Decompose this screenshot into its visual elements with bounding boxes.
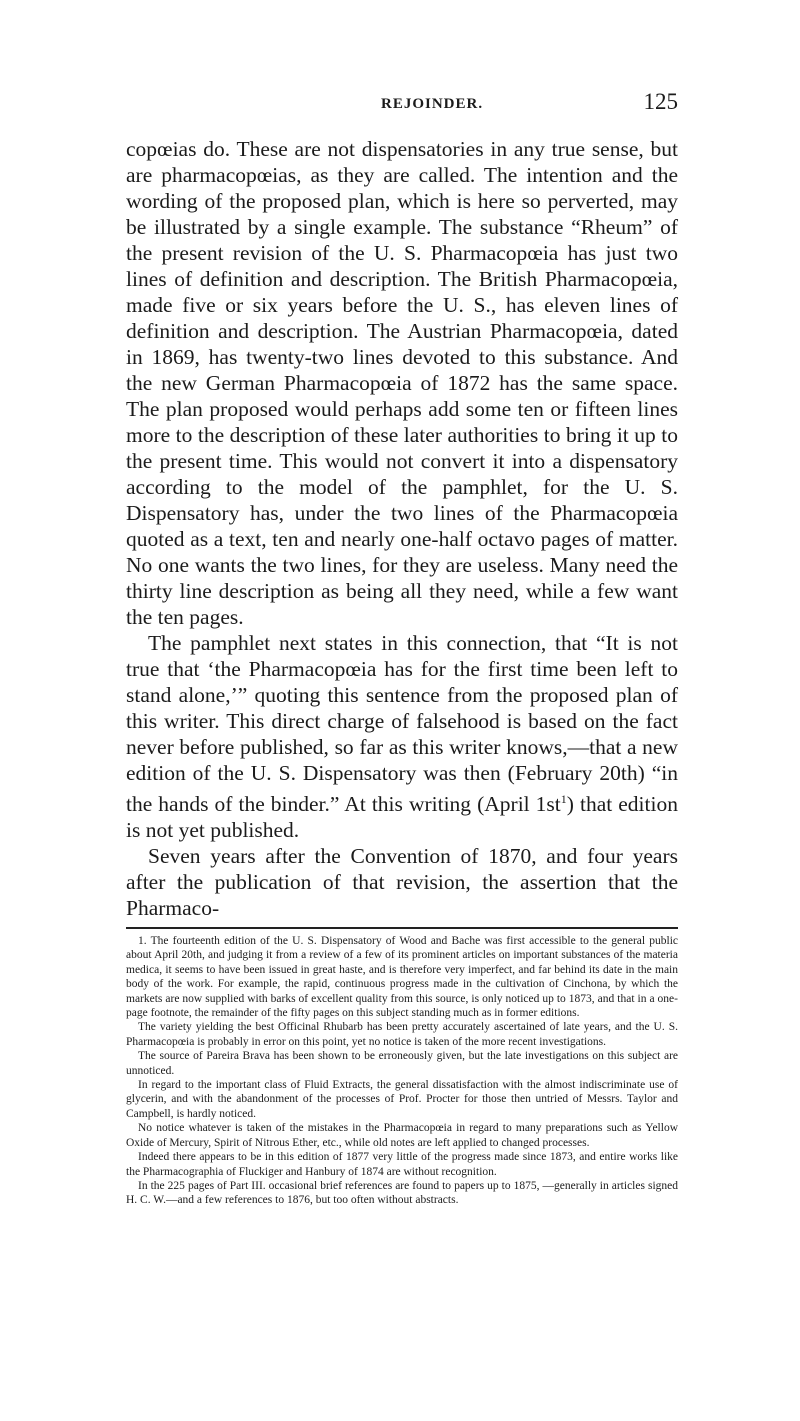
footnote-2: The variety yielding the best Officinal Rhubarb has been pretty accurately ascertained of late years, and the U. S. Pharmacopœia is probably in error on this point, yet no notice is taken of the more recent investigations. xyxy=(126,1021,678,1048)
paragraph-2-end: ) that edition is not yet published. xyxy=(126,792,678,843)
paragraph-1: copœias do. These are not dispensatories in any true sense, but are pharmacopœias, as they are called. The intention and the wording of the proposed plan, which is here so perverted, may be illustrated by a single example. The substance “Rheum” of the present revision of the U. S. Pharmacopœia has just two lines of definition and description. The British Pharmacopœia, made five or six years before the U. S., has eleven lines of definition and description. The Austrian Pharmacopœia, dated in 1869, has twenty-two lines devoted to this substance. And the new German Pharmacopœia of 1872 has the same space. The plan proposed would perhaps add some ten or fifteen lines more to the description of these later authorities to bring it up to the present time. This would not convert it into a dispensatory according to the model of the pamphlet, for the U. S. Dispensatory has, under the two lines of the Pharmacopœia quoted as a text, ten and nearly one-half octavo pages of matter. No one wants the two lines, for they are useless. Many need the thirty line description as being all they need, while a few want the ten pages. xyxy=(126,137,678,629)
footnote-7: In the 225 pages of Part III. occasional brief references are found to papers up to 1875, —generally in articles signed H. C. W.—and a few references to 1876, but too often without abstracts. xyxy=(126,1179,678,1207)
footnote-3: The source of Pareira Brava has been shown to be erroneously given, but the late investigations on this subject are unnoticed. xyxy=(126,1050,678,1077)
page-number: 125 xyxy=(643,89,678,114)
paragraph-2 xyxy=(126,630,678,843)
running-head xyxy=(0,88,800,118)
running-title: REJOINDER. xyxy=(381,96,484,112)
footnote-1: 1. The fourteenth edition of the U. S. Dispensatory of Wood and Bache was first accessible to the general public about April 20th, and judging it from a review of a few of its prominent articles on important substances of the materia medica, it seems to have been issued in great haste, and is therefore very imperfect, and far behind its date in the main body of the work. For example, the rapid, continuous progress made in the cultivation of Cinchona, by which the markets are now supplied with barks of excellent quality from this source, is only noticed up to 1873, and that in a one-page footnote, the remainder of the fifty pages on this subject standing much as in former editions. xyxy=(126,935,678,1020)
footnote-4: In regard to the important class of Fluid Extracts, the general dissatisfaction with the almost indiscriminate use of glycerin, and with the abandonment of the processes of Prof. Procter for those then untried of Messrs. Taylor and Campbell, is hardly noticed. xyxy=(126,1079,678,1120)
main-text xyxy=(126,136,678,921)
paragraph-2-text: The pamphlet next states in this connection, that “It is not true that ‘the Pharmacopœia has for the first time been left to stand alone,’” quoting this sentence from the proposed plan of this writer. This direct charge of falsehood is based on the fact never before published, so far as this writer knows,—that a new edition of the U. S. Dispensatory was then (February 20th) “in the hands of the binder.” At this writing (April 1st xyxy=(126,631,678,817)
paragraph-3: Seven years after the Convention of 1870, and four years after the publication of that revision, the assertion that the Pharmaco- xyxy=(126,844,678,921)
footnote-ref-mark: 1 xyxy=(560,792,567,806)
footnote-5: No notice whatever is taken of the mistakes in the Pharmacopœia in regard to many preparations such as Yellow Oxide of Mercury, Spirit of Nitrous Ether, etc., while old notes are left applied to changed processes. xyxy=(126,1122,678,1149)
footnote-6: Indeed there appears to be in this edition of 1877 very little of the progress made since 1873, and entire works like the Pharmacographia of Fluckiger and Hanbury of 1874 are without recognition. xyxy=(126,1151,678,1178)
footnotes xyxy=(126,934,678,1208)
footnote-rule xyxy=(126,927,678,929)
